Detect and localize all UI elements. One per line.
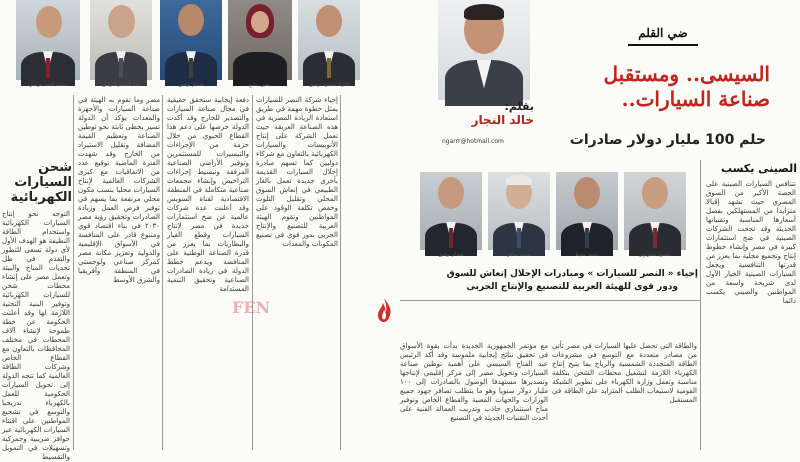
headline [540, 62, 770, 112]
mid-headline-line1: إحياء « النصر للسيارات » ومبادرات الإحلال إنعاش للسوق [446, 269, 698, 279]
section-label-text: ضي القلم [638, 26, 688, 40]
portrait-3 [160, 0, 222, 80]
sidebar-right-title: الصينى يكسب [720, 162, 797, 175]
body-column-4: مع مؤتمر الجمهورية الجديدة بدأت بقوة الأسواق في تحقيق نتائج إيجابية ملموسة وقد أكد الرئيس عبد الفتاح السيسي على أهمية توطين صناعة السيارات وتحويل مصر إلى مركز إقليمي لإنتاجها وتصديرها مستهدفا الوصول بالصادرات إلى ١٠٠ مليار دولار سنويا وهو ما يتطلب تضافر جهود جميع الوزارات والجهات المعنية والقطاع الخاص وتوفير مناخ استثماري جاذب وتدريب العمالة الفنية على أحدث التقنيات الحديثة في التصنيع [400, 342, 548, 422]
mid-portrait-caption-4: محمود شعراوى [638, 252, 672, 258]
mid-portrait-caption-1: هشام توفيق [438, 252, 464, 258]
portrait-caption-4: نيفين جامع [248, 82, 272, 88]
mid-portrait-caption-2: محمد شاكر [507, 252, 531, 258]
body-column-3: إحياء شركة النصر للسيارات يمثل خطوة مهمة في طريق استعادة الريادة المصرية في هذه الصناعة العريقة حيث تعمل الشركة على إنتاج الأتوبيسات والسيارات الكهربائية بالتعاون مع شركاء دوليين كما تسهم مبادرة إحلال السيارات القديمة بأخرى جديدة تعمل بالغاز الطبيعي في إنعاش السوق المحلي وتقليل التلوث وخفض تكلفة الوقود على المواطنين وتقوم الهيئة العربية للتصنيع والإنتاج الحربي بدور قوي في تصنيع المكونات والمعدات [256, 96, 338, 248]
sidebar-left-title-line3: الكهربائية [10, 190, 72, 205]
sidebar-right-text: تتنافس السيارات الصينية على الحصة الأكبر من السوق المصري حيث تشهد إقبالا متزايدا من المستهلكين بفضل أسعارها المناسبة وتقنياتها الحديثة وقد نجحت الشركات الصينية في ضخ استثمارات كبيرة في مصر وإنشاء خطوط إنتاج وتجميع محلية بما يعزز من قدرتها التنافسية ويجعل السيارات الصينية الخيار الأول لدى شريحة واسعة من المواطنين والصيني يكسب دائما [706, 180, 796, 305]
body-column-5: والطاقة التي تحصل عليها السيارات في مصر تأتي من مصادر متعددة مع التوسع في مشروعات الطاقة المتجددة الشمسية والرياح بما يتيح إنتاج الكهرباء اللازمة لتشغيل محطات الشحن بتكلفة مناسبة وتعمل وزارة الكهرباء على تطوير الشبكة القومية لاستيعاب الطلب المتزايد على الطاقة في المستقبل [552, 342, 697, 404]
byline-email: ngarrr@hotmail.com [442, 138, 504, 145]
portrait-5 [298, 0, 360, 80]
mid-portrait-caption-3: محمد معيط [574, 252, 600, 258]
byline-box [470, 100, 534, 127]
column-rule [340, 95, 341, 450]
subheadline: حلم 100 مليار دولار صادرات [569, 132, 766, 148]
headline-line2: صناعة السيارات.. [621, 87, 770, 111]
column-rule [252, 95, 253, 450]
sidebar-left-title-line2: السيارات [14, 175, 72, 190]
byline-prefix: بقلم: [504, 100, 534, 113]
portrait-caption-3: هشام توفيق [178, 82, 204, 88]
portrait-caption-5: اللواء محمود توفيق [309, 82, 349, 88]
mid-portrait-2 [488, 172, 550, 250]
sidebar-left-text: التوجه نحو إنتاج السيارات الكهربائية واستخدام الطاقة النظيفة هو الهدف الأول لأي دولة تسعى للتطور والتقدم في ظل تحديات المناخ والبيئة وتعمل مصر على إنشاء محطات شحن للسيارات الكهربائية وتوفير البنية التحتية اللازمة لها وقد أعلنت الحكومة عن خطة طموحة لإنشاء آلاف المحطات في مختلف المحافظات بالتعاون مع القطاع الخاص وشركات الطاقة العالمية كما تتجه الدولة إلى تحويل السيارات الحكومية للعمل بالكهرباء تدريجيا والتوسع في تشجيع المواطنين على اقتناء السيارات الكهربائية عبر حوافز ضريبية وجمركية وتسهيلات في التمويل والتقسيط [1, 210, 70, 461]
section-underline [628, 44, 698, 46]
portrait-1 [16, 0, 80, 80]
column-rule [400, 300, 700, 301]
column-rule [700, 160, 701, 450]
portrait-2 [90, 0, 152, 80]
watermark: FEN [232, 298, 271, 317]
mid-portrait-4 [624, 172, 686, 250]
sidebar-left-title [2, 160, 72, 205]
body-column-2: دفعة إيجابية ستحقق حقيقية في مجال صناعة السيارات والتصدير للخارج وقد أكدت الدولة حرصها على دعم هذا القطاع الحيوي من خلال حزمة من الإجراءات والتيسيرات للمستثمرين وتوفير الأراضي الصناعية المرفقة وتبسيط إجراءات التراخيص وإنشاء مجمعات صناعية متكاملة في المنطقة الاقتصادية لقناة السويس وقد أعلنت عدة شركات عالمية عن ضخ استثمارات جديدة في مصر لإنتاج السيارات وقطع الغيار والبطاريات بما يعزز من قدرة الصناعة الوطنية على المنافسة ويدعم خطط الدولة في زيادة الصادرات الصناعية وتحقيق التنمية المستدامة [167, 96, 249, 293]
mid-portrait-3 [556, 172, 618, 250]
column-rule [162, 95, 163, 450]
sidebar-left-title-line1: شحن [38, 160, 72, 175]
headline-line1: السيسى.. ومستقبل [603, 62, 770, 86]
column-rule [73, 95, 74, 450]
author-portrait [438, 0, 530, 100]
byline-name: خالد النجار [471, 113, 534, 127]
section-label [628, 26, 698, 46]
flame-logo [374, 297, 394, 323]
mid-headline-line2: ودور قوى للهيئة العربية للتصنيع والإنتاج الحربى [466, 282, 678, 292]
portrait-4 [228, 0, 292, 80]
mid-headline [402, 268, 698, 294]
body-column-1: مصر وما تقوم به الهيئة في صناعة السيارات والأجهزة والمعدات يؤكد أن الدولة تسير بخطى ثابتة نحو توطين الصناعة وتعظيم القيمة المضافة وتقليل الاستيراد من الخارج وقد شهدت الفترة الماضية توقيع عدد من الاتفاقيات مع كبرى الشركات العالمية لإنتاج السيارات محليا بنسب مكون محلي مرتفعة بما يسهم في توفير فرص العمل وزيادة الصادرات وتحقيق رؤية مصر ٢٠٣٠ في بناء اقتصاد قوي ومتنوع قادر على المنافسة في الأسواق الإقليمية والدولية وتعزيز مكانة مصر كمركز صناعي ولوجستي في المنطقة وأفريقيا والشرق الأوسط [78, 96, 160, 284]
mid-portrait-1 [420, 172, 482, 250]
portrait-caption-1: محمد أحمد مرسي [28, 82, 68, 88]
portrait-caption-2: عبد المنعم التراس [101, 82, 141, 88]
